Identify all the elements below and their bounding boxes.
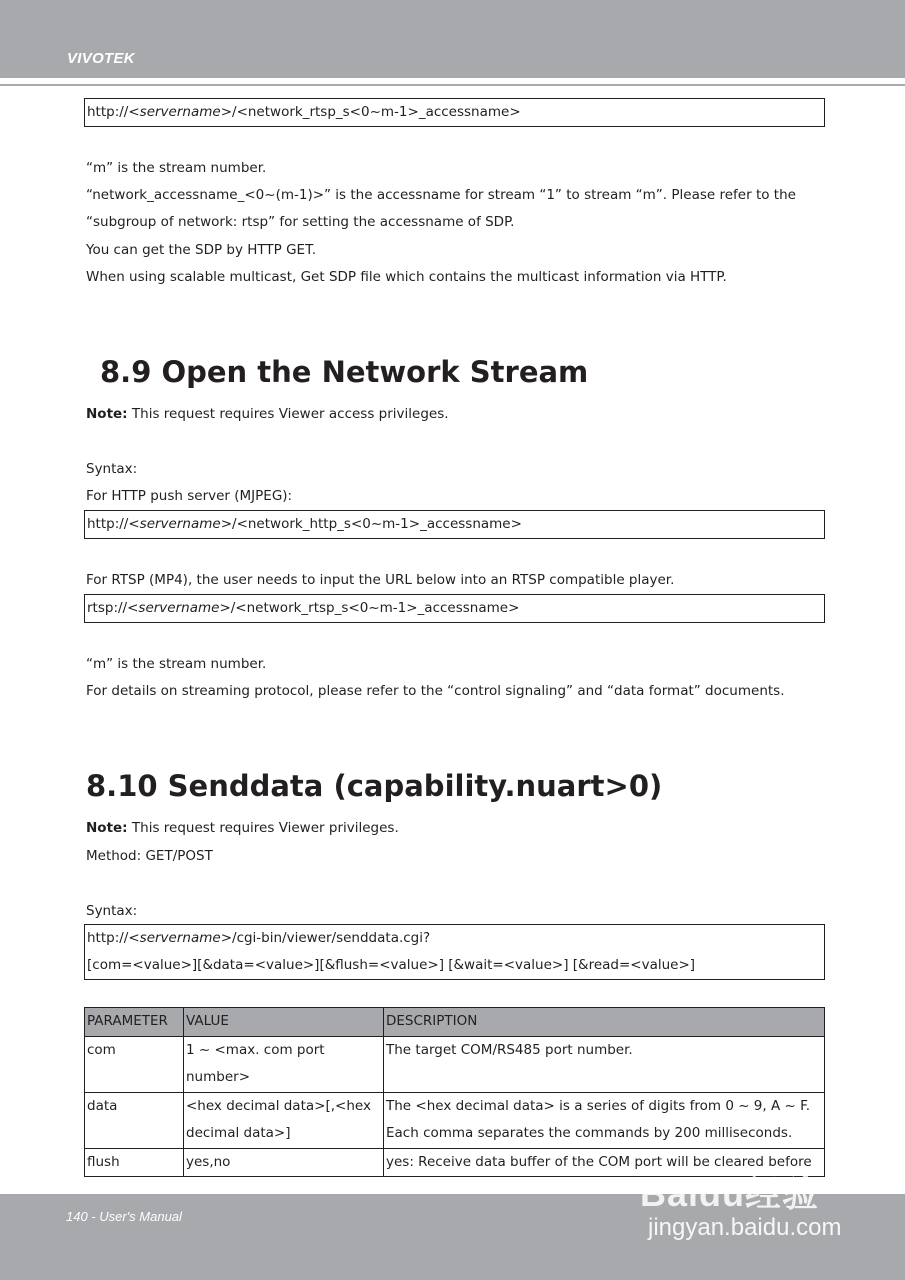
http-push-label: For HTTP push server (MJPEG): [86, 488, 293, 504]
header-divider [0, 84, 905, 86]
paragraph: “network_accessname_<0~(m-1)>” is the accessname for stream “1” to stream “m”. Please refer to the [86, 187, 796, 203]
rtsp-stream-url-box [84, 594, 825, 623]
header-cell: PARAMETER [85, 1008, 184, 1037]
page-number: 140 - User's Manual [66, 1209, 182, 1224]
value-cell: 1 ~ <max. com port number> [184, 1036, 384, 1092]
rtsp-sdp-url: http://<servername>/<network_rtsp_s<0~m-1>_accessname> [87, 104, 521, 120]
param-cell: com [85, 1036, 184, 1092]
senddata-url-box [84, 924, 825, 980]
param-cell: data [85, 1092, 184, 1148]
watermark-url: jingyan.baidu.com [648, 1214, 842, 1241]
note-line: Note: This request requires Viewer access privileges. [86, 406, 449, 422]
page-header [0, 0, 905, 78]
note-line: Note: This request requires Viewer privileges. [86, 820, 399, 836]
watermark-logo: Baidu经验 [640, 1173, 820, 1214]
header-cell: DESCRIPTION [384, 1008, 825, 1037]
paragraph: When using scalable multicast, Get SDP file which contains the multicast information via HTTP. [86, 269, 727, 285]
senddata-url-params: [com=<value>][&data=<value>][&flush=<value>] [&wait=<value>] [&read=<value>] [87, 957, 696, 973]
value-cell: <hex decimal data>[,<hex decimal data>] [184, 1092, 384, 1148]
paragraph: “m” is the stream number. [86, 160, 267, 176]
http-stream-url: http://<servername>/<network_http_s<0~m-1>_accessname> [87, 516, 522, 532]
rtsp-sdp-url-box [84, 98, 825, 127]
syntax-label: Syntax: [86, 461, 138, 477]
paragraph: For details on streaming protocol, please refer to the “control signaling” and “data format” documents. [86, 683, 785, 699]
value-cell: yes,no [184, 1148, 384, 1177]
syntax-label: Syntax: [86, 903, 138, 919]
table-header-row [85, 1008, 825, 1037]
paragraph: “subgroup of network: rtsp” for setting the accessname of SDP. [86, 214, 515, 230]
table-row [85, 1036, 825, 1092]
method-line: Method: GET/POST [86, 848, 213, 864]
description-cell: The target COM/RS485 port number. [384, 1036, 825, 1092]
paragraph: “m” is the stream number. [86, 656, 267, 672]
section-heading-8-9: 8.9 Open the Network Stream [100, 355, 589, 389]
senddata-url: http://<servername>/cgi-bin/viewer/senddata.cgi? [87, 930, 431, 946]
rtsp-stream-url: rtsp://<servername>/<network_rtsp_s<0~m-1>_accessname> [87, 600, 520, 616]
header-cell: VALUE [184, 1008, 384, 1037]
description-cell: The <hex decimal data> is a series of digits from 0 ~ 9, A ~ F. Each comma separates the commands by 200 milliseconds. [384, 1092, 825, 1148]
table-row [85, 1092, 825, 1148]
description-cell: yes: Receive data buffer of the COM port will be cleared before [384, 1148, 825, 1177]
rtsp-label: For RTSP (MP4), the user needs to input the URL below into an RTSP compatible player. [86, 572, 675, 588]
parameter-table [84, 1007, 825, 1177]
brand-logo: VIVOTEK [67, 50, 135, 67]
http-stream-url-box [84, 510, 825, 539]
param-cell: flush [85, 1148, 184, 1177]
paragraph: You can get the SDP by HTTP GET. [86, 242, 317, 258]
section-heading-8-10: 8.10 Senddata (capability.nuart>0) [86, 769, 663, 803]
